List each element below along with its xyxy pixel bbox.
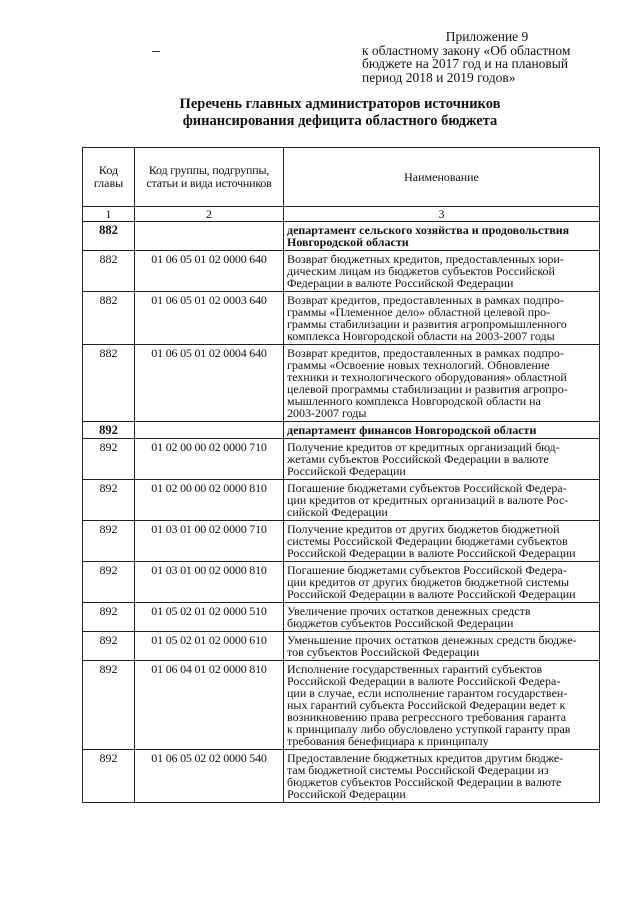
admin-code-cell: 882 bbox=[83, 251, 135, 292]
name-line: Возврат кредитов, предоставленных в рамках подпро- bbox=[287, 293, 564, 307]
name-line: Погашение бюджетами субъектов Российской Федера- bbox=[287, 563, 567, 577]
name-line: Уменьшение прочих остатков денежных средств бюдже- bbox=[287, 633, 577, 647]
column-number-row bbox=[83, 207, 600, 222]
name-line: Российской Федерации в валюте Российской Федерации bbox=[287, 587, 576, 601]
admin-code-cell: 892 bbox=[83, 422, 135, 439]
name-cell bbox=[284, 292, 600, 345]
name-line: комплекса Новгородской области на 2003-2007 годы bbox=[287, 329, 555, 343]
name-line: ции кредитов от кредитных организаций в валюте Рос- bbox=[287, 493, 569, 507]
appendix-title: Приложение 9 bbox=[445, 29, 529, 44]
table-row bbox=[83, 632, 600, 661]
name-line: ных гарантий субъекта Российской Федерации ведет к bbox=[287, 698, 566, 712]
table-row bbox=[83, 345, 600, 422]
source-code-cell: 01 02 00 00 02 0000 810 bbox=[135, 480, 284, 521]
name-line: к принципалу либо обусловлено уступкой гаранту прав bbox=[287, 722, 571, 736]
column-number: 2 bbox=[135, 207, 284, 222]
table-row bbox=[83, 292, 600, 345]
name-cell bbox=[284, 750, 600, 803]
name-line: Погашение бюджетами субъектов Российской Федера- bbox=[287, 481, 567, 495]
name-line: там бюджетной системы Российской Федерации из bbox=[287, 763, 549, 777]
table-row bbox=[83, 750, 600, 803]
name-line: возникновению права регрессного требования гаранта bbox=[287, 710, 567, 724]
table-header-row bbox=[83, 148, 600, 207]
name-line: Российской Федерации в валюте Российской Федерации bbox=[287, 546, 576, 560]
source-code-cell: 01 06 05 01 02 0000 640 bbox=[135, 251, 284, 292]
name-line: мышленного комплекса Новгородской области на bbox=[287, 394, 541, 408]
title-line: финансирования дефицита областного бюджета bbox=[182, 113, 498, 129]
column-number: 3 bbox=[284, 207, 600, 222]
name-line: ции кредитов от других бюджетов бюджетной системы bbox=[287, 575, 570, 589]
name-line: бюджетов субъектов Российской Федерации в валюте bbox=[287, 775, 562, 789]
name-line: граммы стабилизации и развития агропромышленного bbox=[287, 317, 567, 331]
name-line: жетами субъектов Российской Федерации в валюте bbox=[287, 452, 549, 466]
source-code-cell: 01 05 02 01 02 0000 610 bbox=[135, 632, 284, 661]
source-code-cell bbox=[135, 422, 284, 439]
appendix-note bbox=[362, 30, 612, 84]
admin-code-cell: 892 bbox=[83, 521, 135, 562]
source-code-cell: 01 03 01 00 02 0000 810 bbox=[135, 562, 284, 603]
name-cell bbox=[284, 251, 600, 292]
name-line: Увеличение прочих остатков денежных средств bbox=[287, 604, 531, 618]
admin-code-cell: 892 bbox=[83, 750, 135, 803]
name-line: системы Российской Федерации бюджетами субъектов bbox=[287, 534, 568, 548]
source-code-cell: 01 02 00 00 02 0000 710 bbox=[135, 439, 284, 480]
appendix-line: к областному закону «Об областном bbox=[362, 42, 571, 58]
admin-code-cell: 892 bbox=[83, 480, 135, 521]
admin-code-cell: 892 bbox=[83, 562, 135, 603]
name-cell bbox=[284, 439, 600, 480]
name-line: сийской Федерации bbox=[287, 505, 388, 519]
name-line: техники и технологического оборудования» областной bbox=[287, 370, 567, 384]
name-line: дическим лицам из бюджетов субъектов Российской bbox=[287, 264, 555, 278]
name-cell bbox=[284, 562, 600, 603]
header-name: Наименование bbox=[284, 148, 600, 207]
name-cell bbox=[284, 521, 600, 562]
name-line: Российской Федерации bbox=[287, 787, 406, 801]
name-line: требования бенефициара к принципалу bbox=[287, 734, 489, 748]
admin-code-cell: 892 bbox=[83, 632, 135, 661]
table-body bbox=[83, 222, 600, 803]
name-line: Получение кредитов от других бюджетов бюджетной bbox=[287, 522, 560, 536]
name-cell bbox=[284, 422, 600, 439]
source-code-cell: 01 06 05 01 02 0004 640 bbox=[135, 345, 284, 422]
source-code-cell bbox=[135, 222, 284, 251]
table-row bbox=[83, 521, 600, 562]
name-cell bbox=[284, 603, 600, 632]
name-line: департамент сельского хозяйства и продовольствия bbox=[287, 223, 570, 237]
name-cell bbox=[284, 480, 600, 521]
source-code-cell: 01 06 05 01 02 0003 640 bbox=[135, 292, 284, 345]
name-line: Новгородской области bbox=[287, 235, 409, 249]
appendix-line: бюджете на 2017 год и на плановый bbox=[362, 56, 569, 71]
header-admin-code: Код главы bbox=[83, 148, 135, 207]
admin-code-cell: 892 bbox=[83, 661, 135, 750]
name-line: целевой программы стабилизации и развития агропро- bbox=[287, 382, 568, 396]
department-row bbox=[83, 422, 600, 439]
name-cell bbox=[284, 222, 600, 251]
table-row bbox=[83, 480, 600, 521]
table-row bbox=[83, 562, 600, 603]
scan-mark bbox=[152, 51, 160, 52]
name-line: граммы «Освоение новых технологий. Обновление bbox=[287, 358, 550, 372]
name-line: Возврат кредитов, предоставленных в рамках подпро- bbox=[287, 346, 564, 360]
name-line: бюджетов субъектов Российской Федерации bbox=[287, 616, 514, 630]
name-cell bbox=[284, 632, 600, 661]
admin-code-cell: 892 bbox=[83, 603, 135, 632]
department-row bbox=[83, 222, 600, 251]
name-line: Возврат бюджетных кредитов, предоставленных юри- bbox=[287, 252, 564, 266]
name-line: Российской Федерации bbox=[287, 464, 406, 478]
name-line: граммы «Племенное дело» областной целевой про- bbox=[287, 305, 551, 319]
name-line: Российской Федерации в валюте Российской Федера- bbox=[287, 674, 561, 688]
appendix-line: период 2018 и 2019 годов» bbox=[362, 69, 516, 85]
source-code-cell: 01 06 04 01 02 0000 810 bbox=[135, 661, 284, 750]
table-row bbox=[83, 603, 600, 632]
column-number: 1 bbox=[83, 207, 135, 222]
name-line: тов субъектов Российской Федерации bbox=[287, 645, 480, 659]
document-title bbox=[120, 96, 560, 130]
name-cell bbox=[284, 345, 600, 422]
name-line: департамент финансов Новгородской области bbox=[287, 423, 537, 437]
table-row bbox=[83, 251, 600, 292]
name-line: ции в случае, если исполнение гарантом государствен- bbox=[287, 686, 568, 700]
name-line: Исполнение государственных гарантий субъектов bbox=[287, 662, 543, 676]
name-line: Предоставление бюджетных кредитов другим бюдже- bbox=[287, 751, 564, 765]
admin-code-cell: 892 bbox=[83, 439, 135, 480]
table-row bbox=[83, 661, 600, 750]
header-source-code: Код группы, подгруппы, статьи и вида источников bbox=[135, 148, 284, 207]
admin-code-cell: 882 bbox=[83, 292, 135, 345]
table-row bbox=[83, 439, 600, 480]
name-line: 2003-2007 годы bbox=[287, 406, 367, 420]
source-code-cell: 01 06 05 02 02 0000 540 bbox=[135, 750, 284, 803]
sources-table bbox=[82, 147, 600, 803]
source-code-cell: 01 05 02 01 02 0000 510 bbox=[135, 603, 284, 632]
source-code-cell: 01 03 01 00 02 0000 710 bbox=[135, 521, 284, 562]
name-line: Федерации в валюте Российской Федерации bbox=[287, 276, 514, 290]
admin-code-cell: 882 bbox=[83, 222, 135, 251]
title-line: Перечень главных администраторов источников bbox=[179, 96, 501, 112]
name-cell bbox=[284, 661, 600, 750]
admin-code-cell: 882 bbox=[83, 345, 135, 422]
name-line: Получение кредитов от кредитных организаций бюд- bbox=[287, 440, 560, 454]
